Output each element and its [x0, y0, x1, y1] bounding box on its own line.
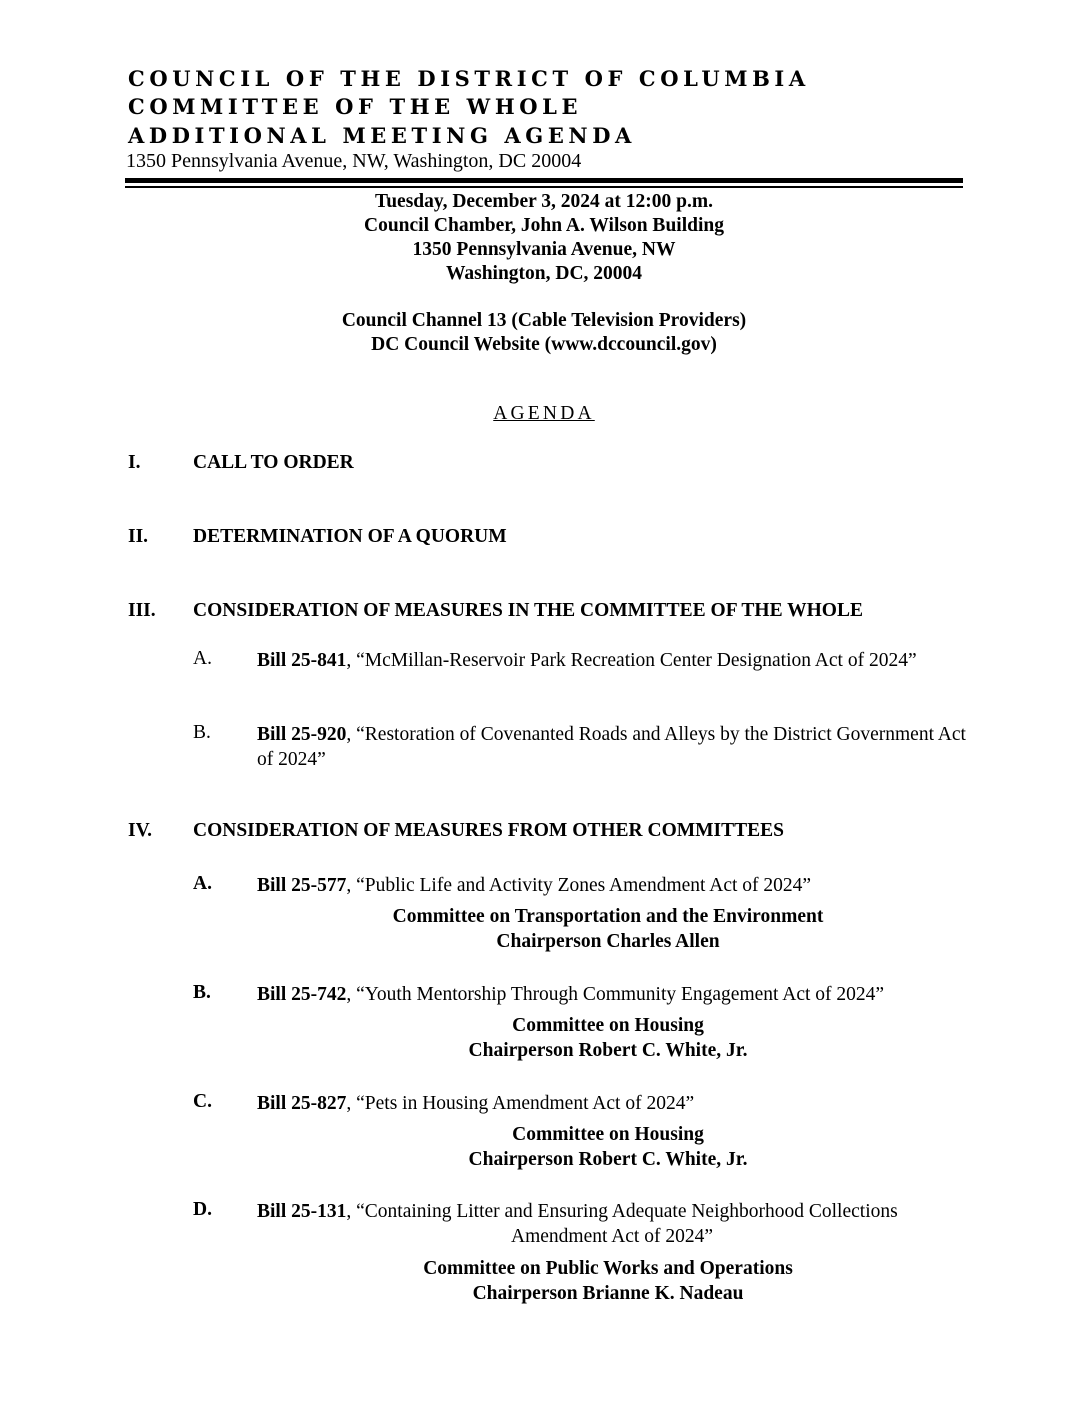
agenda-heading: AGENDA [493, 403, 595, 424]
committee-chair: Chairperson Robert C. White, Jr. [468, 1040, 748, 1061]
header-council: COUNCIL OF THE DISTRICT OF COLUMBIA [128, 66, 810, 91]
meeting-datetime: Tuesday, December 3, 2024 at 12:00 p.m. [375, 191, 713, 212]
item-letter: B. [193, 982, 211, 1003]
header-rule-thin [125, 186, 963, 188]
item-letter: D. [193, 1199, 212, 1220]
meeting-street: 1350 Pennsylvania Avenue, NW [412, 239, 676, 260]
meeting-location: Council Chamber, John A. Wilson Building [364, 215, 724, 236]
committee-chair: Chairperson Robert C. White, Jr. [468, 1149, 748, 1170]
agenda-item-text [257, 873, 967, 898]
agenda-item-text [257, 1091, 967, 1116]
bill-number: Bill 25-920 [257, 724, 347, 745]
committee-name: Committee on Transportation and the Environment [392, 906, 824, 927]
section-title: DETERMINATION OF A QUORUM [193, 526, 507, 547]
committee-name: Committee on Housing [512, 1124, 704, 1145]
section-number: IV. [128, 820, 153, 841]
section-number: I. [128, 452, 141, 473]
section-title: CALL TO ORDER [193, 452, 354, 473]
bill-title: , “Restoration of Covenanted Roads and Alleys by the District Government Act of 2024” [257, 724, 966, 770]
meeting-city: Washington, DC, 20004 [445, 263, 643, 284]
committee-name: Committee on Public Works and Operations [423, 1258, 793, 1279]
agenda-item-text [257, 722, 967, 772]
header-address: 1350 Pennsylvania Avenue, NW, Washington, DC 20004 [126, 150, 582, 172]
item-letter: C. [193, 1091, 212, 1112]
section-title: CONSIDERATION OF MEASURES IN THE COMMITTEE OF THE WHOLE [193, 600, 863, 621]
bill-title: , “McMillan-Reservoir Park Recreation Center Designation Act of 2024” [346, 650, 917, 671]
agenda-item-text [257, 648, 967, 673]
section-number: II. [128, 526, 149, 547]
meeting-website: DC Council Website (www.dccouncil.gov) [371, 334, 717, 355]
header-committee: COMMITTEE OF THE WHOLE [128, 94, 583, 119]
bill-number: Bill 25-841 [257, 650, 347, 671]
bill-number: Bill 25-577 [257, 875, 347, 896]
bill-title: , “Containing Litter and Ensuring Adequate Neighborhood Collections [346, 1201, 898, 1222]
item-letter: B. [193, 722, 211, 743]
item-letter: A. [193, 873, 212, 894]
section-number: III. [128, 600, 156, 621]
bill-number: Bill 25-131 [257, 1201, 347, 1222]
committee-chair: Chairperson Brianne K. Nadeau [472, 1283, 744, 1304]
bill-number: Bill 25-827 [257, 1093, 347, 1114]
bill-title-continued: Amendment Act of 2024” [511, 1226, 713, 1247]
item-letter: A. [193, 648, 212, 669]
bill-title: , “Pets in Housing Amendment Act of 2024” [346, 1093, 695, 1114]
header-rule-thick [125, 178, 963, 183]
committee-name: Committee on Housing [512, 1015, 704, 1036]
agenda-item-text [257, 1199, 967, 1249]
meeting-channel: Council Channel 13 (Cable Television Providers) [341, 310, 747, 331]
bill-title: , “Public Life and Activity Zones Amendment Act of 2024” [346, 875, 812, 896]
header-agenda-type: ADDITIONAL MEETING AGENDA [128, 123, 636, 148]
bill-number: Bill 25-742 [257, 984, 347, 1005]
committee-chair: Chairperson Charles Allen [496, 931, 720, 952]
section-title: CONSIDERATION OF MEASURES FROM OTHER COMMITTEES [193, 820, 785, 841]
bill-title: , “Youth Mentorship Through Community Engagement Act of 2024” [346, 984, 885, 1005]
agenda-item-text [257, 982, 967, 1007]
